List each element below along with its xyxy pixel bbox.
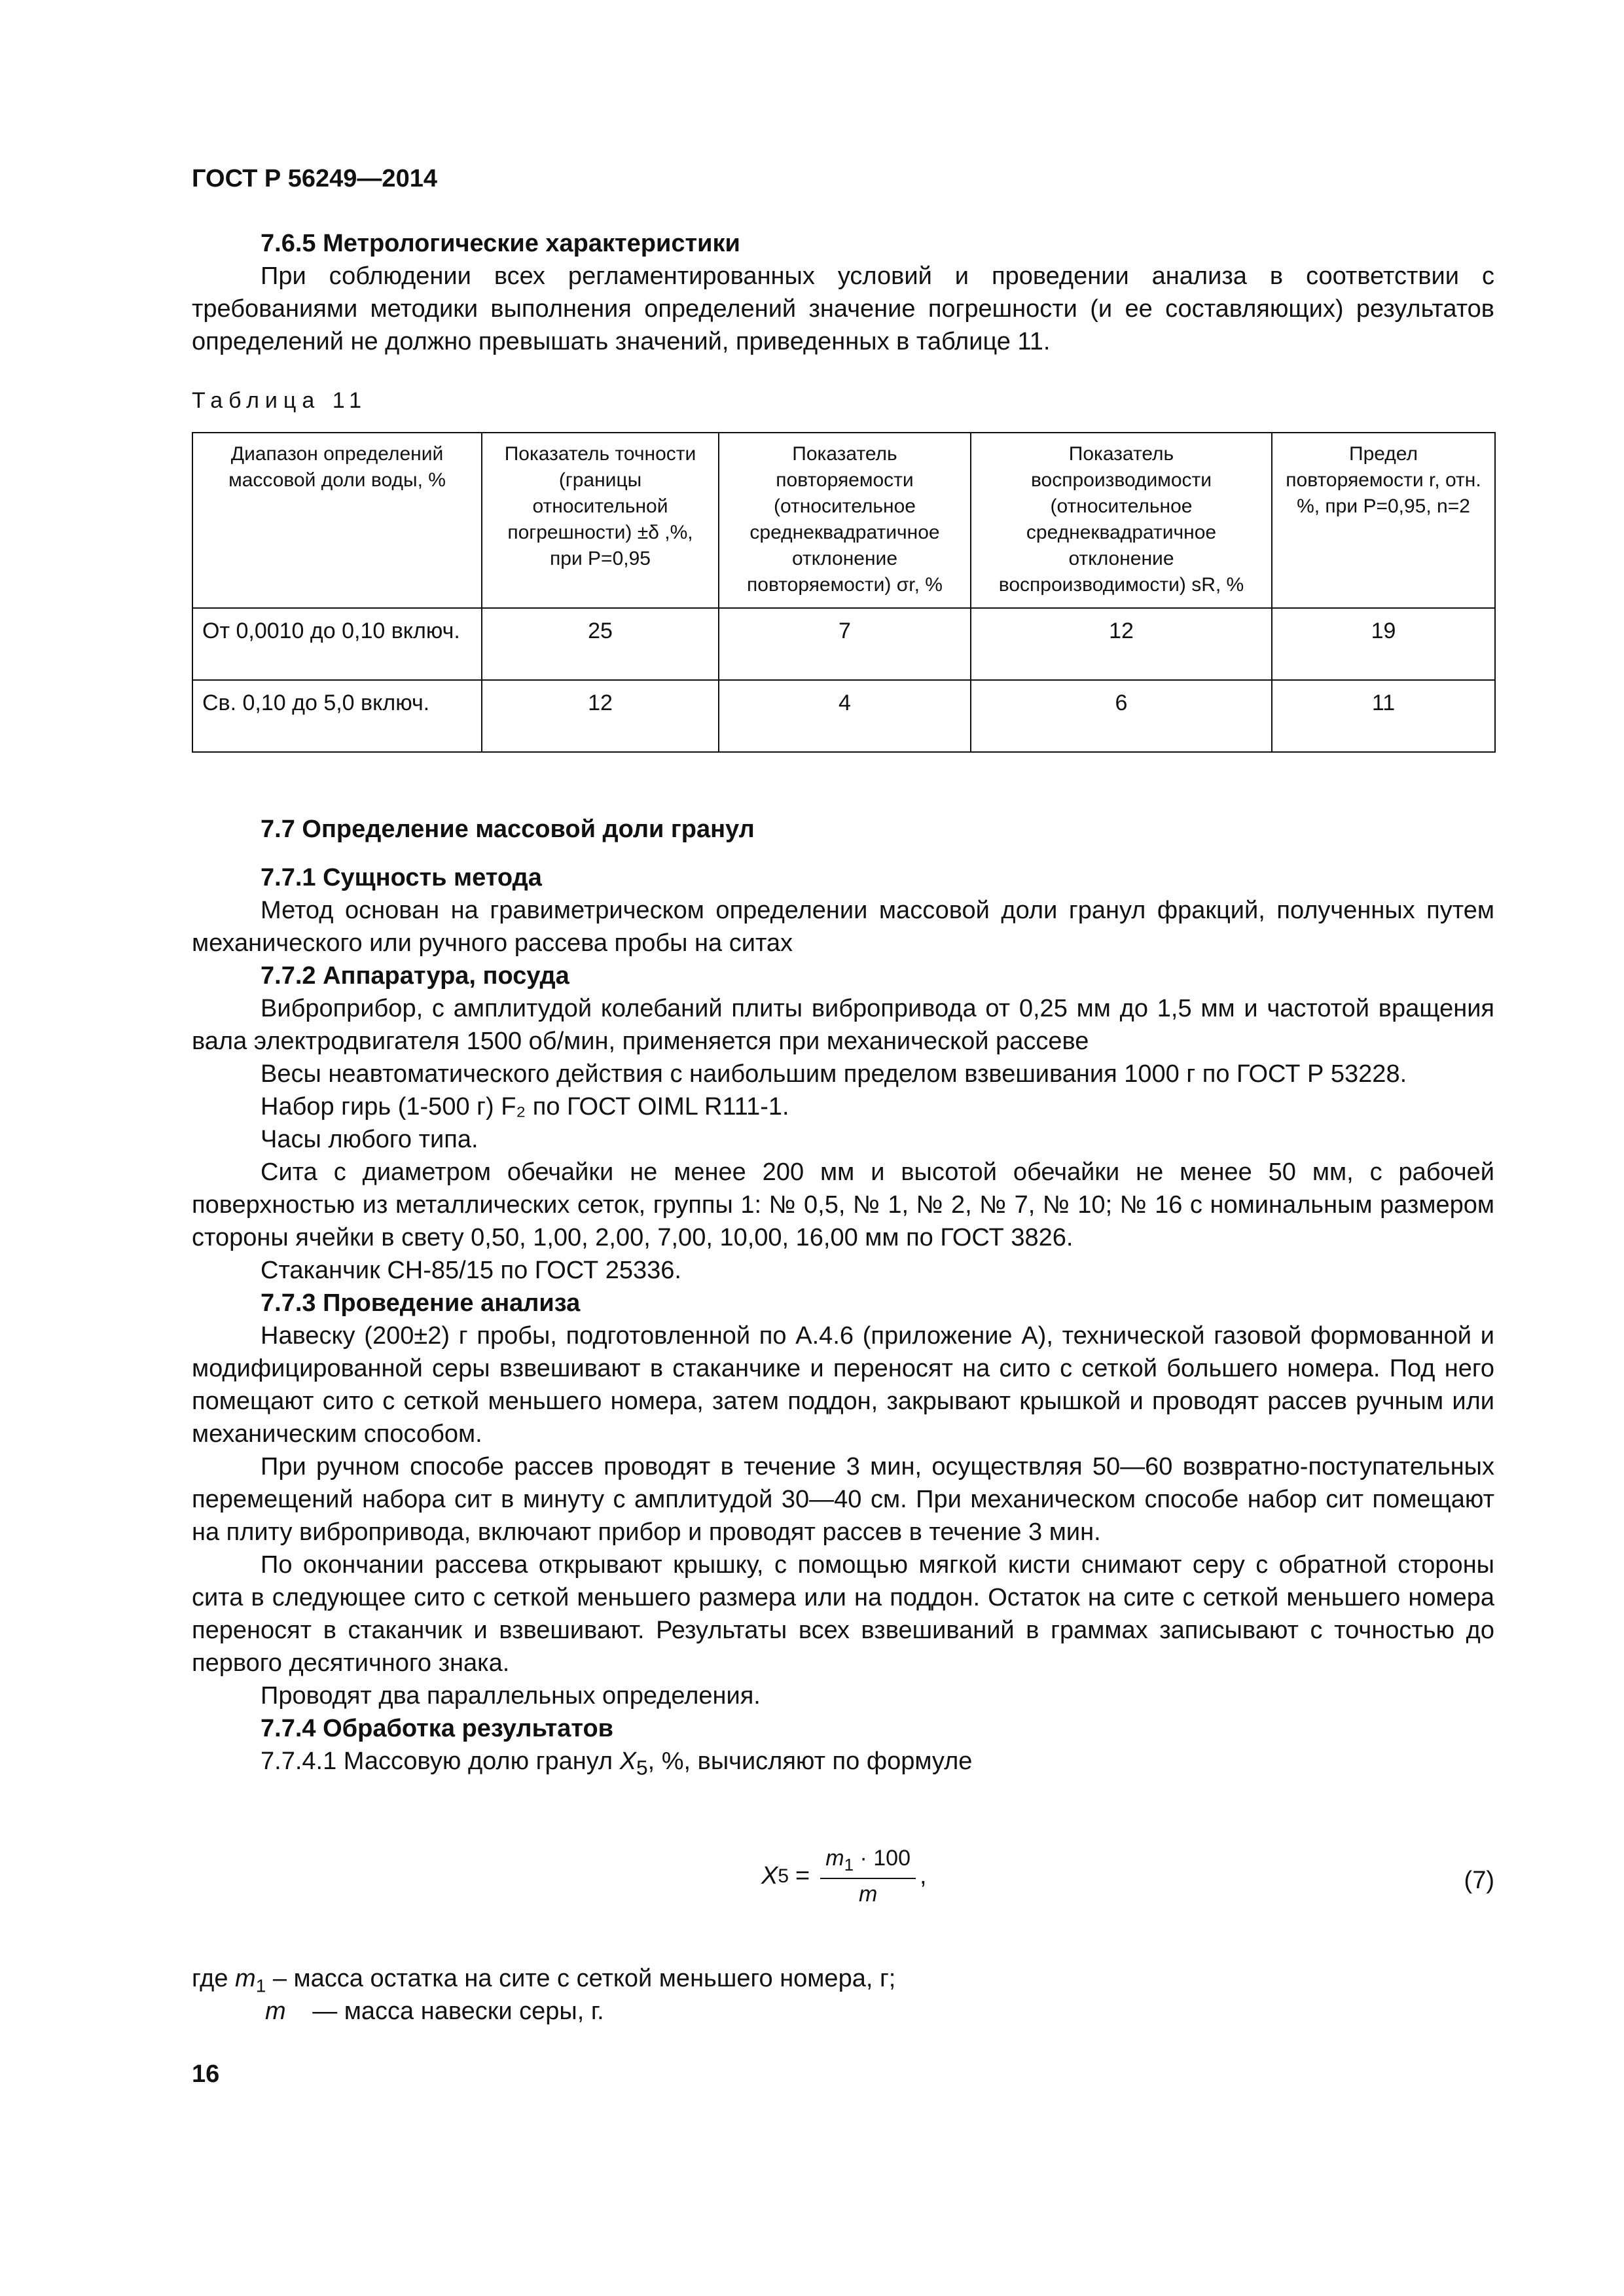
- paragraph: По окончании рассева открывают крышку, с помощью мягкой кисти снимают серу с обратной стороны сита в следующее сито с сеткой меньшего размера или на поддон. Остаток на сите с сеткой меньшего номера переносят в стаканчик и взвешивают. Результаты всех взвешиваний в граммах записывают с точностью до первого десятичного знака.: [192, 1551, 1494, 1677]
- table-cell: 12: [482, 680, 719, 752]
- table-header-cell: Диапазон определений массовой доли воды, %: [192, 433, 482, 608]
- table-cell: 6: [971, 680, 1272, 752]
- table-cell: 4: [719, 680, 971, 752]
- table-cell: Св. 0,10 до 5,0 включ.: [192, 680, 482, 752]
- table-11: [192, 432, 1496, 753]
- table-header-cell: Показатель повторяемости (относительное среднеквадратичное отклонение повторяемости) σr, %: [719, 433, 971, 608]
- table-header-cell: Показатель точности (границы относительной погрешности) ±δ ,%, при P=0,95: [482, 433, 719, 608]
- numerator-rest: · 100: [854, 1846, 911, 1871]
- paragraph: Сита с диаметром обечайки не менее 200 мм и высотой обечайки не менее 50 мм, с рабочей поверхностью из металлических сеток, группы 1: № 0,5, № 1, № 2, № 7, № 10; № 16 с номинальным размером стороны ячейки в свету 0,50, 1,00, 2,00, 7,00, 10,00, 16,00 мм по ГОСТ 3826.: [192, 1158, 1494, 1251]
- where-description: — масса навески серы, г.: [312, 1998, 604, 2025]
- section-heading: 7.7.1 Сущность метода: [261, 864, 542, 891]
- where-line-2: [265, 1995, 604, 2028]
- paragraph: Часы любого типа.: [261, 1126, 478, 1153]
- variable: m: [235, 1965, 256, 1992]
- page-number: 16: [192, 2060, 220, 2088]
- section-7-7: [192, 813, 1494, 846]
- formula-tail: ,: [920, 1862, 927, 1890]
- table-cell: 7: [719, 608, 971, 680]
- formula-lhs-subscript: 5: [778, 1865, 789, 1887]
- paragraph: Виброприбор, с амплитудой колебаний плиты вибропривода от 0,25 мм до 1,5 мм и частотой вращения вала электродвигателя 1500 об/мин, применяется при механической рассеве: [192, 995, 1494, 1055]
- formula-fraction: [820, 1846, 916, 1907]
- formula-lhs: X: [761, 1862, 778, 1890]
- numerator-var: m: [825, 1846, 844, 1871]
- formula-denominator: m: [858, 1881, 878, 1907]
- table-row: [192, 608, 1495, 680]
- variable: m: [265, 1998, 286, 2025]
- where-description: – масса остатка на сите с сеткой меньшего номера, г;: [272, 1965, 896, 1992]
- table-cell: 11: [1272, 680, 1495, 752]
- table-caption: Таблица 11: [192, 388, 368, 413]
- paragraph: Весы неавтоматического действия с наибольшим пределом взвешивания 1000 г по ГОСТ Р 53228.: [261, 1060, 1407, 1088]
- variable-subscript: 5: [636, 1755, 648, 1780]
- formula-equals: =: [795, 1862, 810, 1890]
- paragraph: Проводят два параллельных определения.: [261, 1682, 761, 1710]
- table-cell: 25: [482, 608, 719, 680]
- formula-intro-text: , %, вычисляют по формуле: [647, 1748, 973, 1775]
- variable: X: [619, 1748, 637, 1775]
- paragraph: Набор гирь (1-500 г) F₂ по ГОСТ OIML R111-1.: [261, 1093, 789, 1121]
- section-heading: 7.7.4 Обработка результатов: [261, 1715, 614, 1742]
- section-heading: 7.6.5 Метрологические характеристики: [261, 230, 740, 257]
- section-7-7-1: [192, 861, 1494, 1784]
- table-header-row: [192, 433, 1495, 608]
- formula-intro-text: 7.7.4.1 Массовую долю гранул: [261, 1748, 613, 1775]
- variable-subscript: 1: [255, 1975, 266, 1996]
- section-heading: 7.7.2 Аппаратура, посуда: [261, 962, 569, 990]
- paragraph: При ручном способе рассев проводят в течение 3 мин, осуществляя 50—60 возвратно-поступательных перемещений набора сит в минуту с амплитудой 30—40 см. При механическом способе набор сит помещают на плиту вибропривода, включают прибор и проводят рассев в течение 3 мин.: [192, 1453, 1494, 1546]
- table-header-cell: Показатель воспроизводимости (относительное среднеквадратичное отклонение воспроизводимости) sR, %: [971, 433, 1272, 608]
- table-row: [192, 680, 1495, 752]
- section-7-6-5: [192, 227, 1494, 358]
- table-cell: 19: [1272, 608, 1495, 680]
- formula-numerator: [820, 1846, 916, 1879]
- table-cell: 12: [971, 608, 1272, 680]
- numerator-sub: 1: [844, 1854, 854, 1874]
- document-code: ГОСТ Р 56249—2014: [192, 165, 437, 192]
- paragraph: Навеску (200±2) г пробы, подготовленной по А.4.6 (приложение А), технической газовой формованной и модифицированной серы взвешивают в стаканчике и переносят на сито с сеткой большего номера. Под него помещают сито с сеткой меньшего номера, затем поддон, закрывают крышкой и проводят рассев ручным или механическим способом.: [192, 1322, 1494, 1448]
- equation-number: (7): [1464, 1867, 1494, 1894]
- formula-intro: [192, 1745, 1494, 1784]
- where-label: где: [192, 1965, 228, 1992]
- section-heading: 7.7.3 Проведение анализа: [261, 1289, 581, 1317]
- paragraph: При соблюдении всех регламентированных условий и проведении анализа в соответствии с требованиями методики выполнения определений значение погрешности (и ее составляющих) результатов определений не должно превышать значений, приведенных в таблице 11.: [192, 262, 1494, 355]
- table-header-cell: Предел повторяемости r, отн. %, при P=0,95, n=2: [1272, 433, 1495, 608]
- formula-7: [761, 1846, 927, 1907]
- paragraph: Стаканчик СН-85/15 по ГОСТ 25336.: [261, 1257, 681, 1284]
- paragraph: Метод основан на гравиметрическом определении массовой доли гранул фракций, полученных путем механического или ручного рассева пробы на ситах: [192, 897, 1494, 957]
- section-heading: 7.7 Определение массовой доли гранул: [261, 816, 755, 843]
- table-cell: От 0,0010 до 0,10 включ.: [192, 608, 482, 680]
